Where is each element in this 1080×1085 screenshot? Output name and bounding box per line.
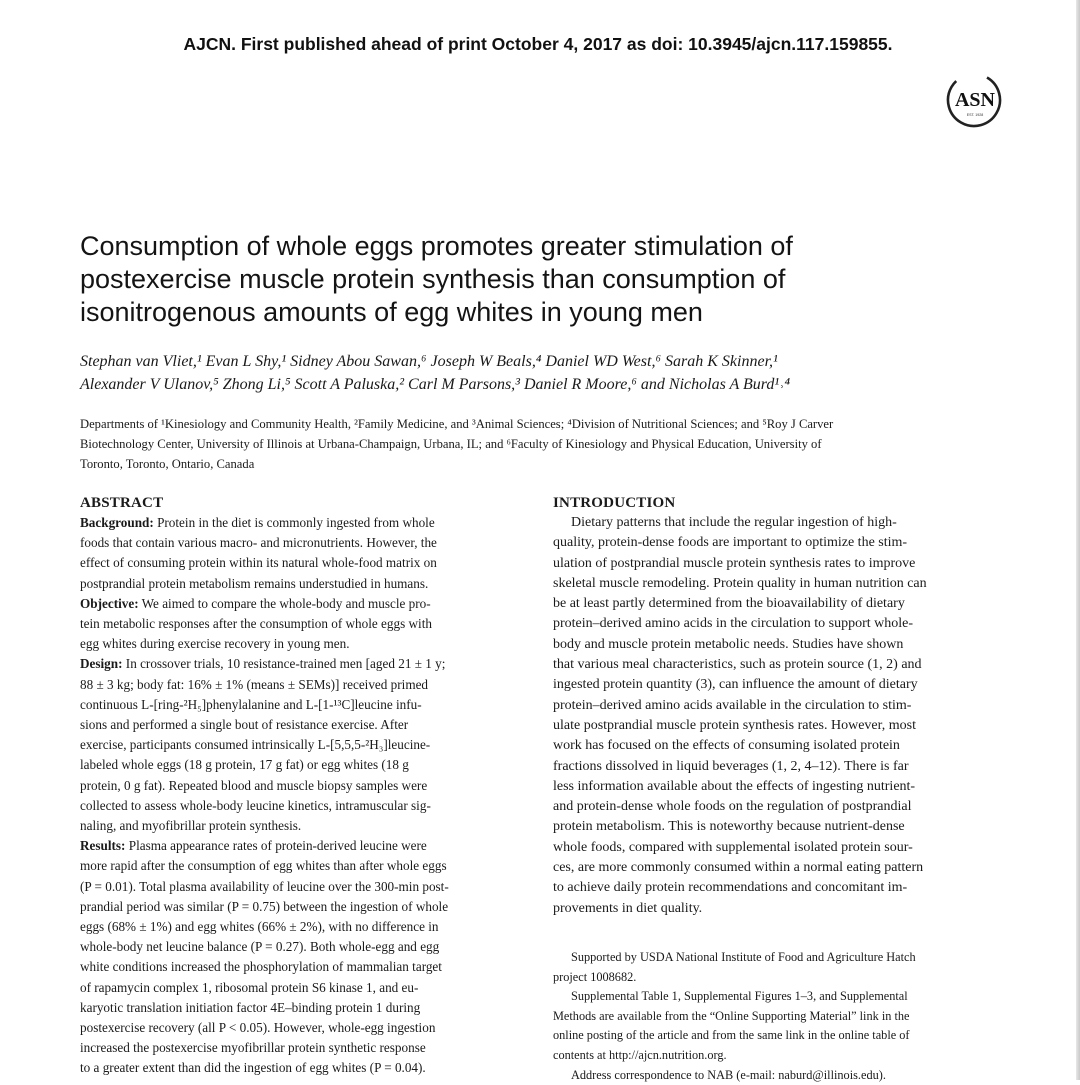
asn-logo-icon xyxy=(944,70,1004,130)
title-line: isonitrogenous amounts of egg whites in young men xyxy=(80,297,703,327)
abstract-line xyxy=(80,553,526,573)
title-line: Consumption of whole eggs promotes greater stimulation of xyxy=(80,231,793,261)
abstract-line-text: postexercise recovery (all P < 0.05). However, whole-egg ingestion xyxy=(80,1020,436,1036)
introduction-line: protein metabolism. This is noteworthy because nutrient-dense xyxy=(553,819,905,835)
introduction-line: skeletal muscle remodeling. Protein quality in human nutrition can xyxy=(553,575,927,591)
introduction-line: protein–derived amino acids available in the circulation to stim- xyxy=(553,697,912,713)
abstract-line xyxy=(80,877,526,897)
article-title xyxy=(80,230,1040,329)
abstract-line xyxy=(80,937,526,957)
introduction-line: less information available about the effects of ingesting nutrient- xyxy=(553,778,916,794)
abstract-line xyxy=(80,998,526,1018)
abstract-section-label: Design: xyxy=(80,656,123,672)
introduction-line: protein–derived amino acids in the circulation to support whole- xyxy=(553,616,914,632)
abstract-section-label: Objective: xyxy=(80,595,139,611)
author-line: Alexander V Ulanov,⁵ Zhong Li,⁵ Scott A Paluska,² Carl M Parsons,³ Daniel R Moore,⁶ and Nicholas A Burd¹˒⁴ xyxy=(80,376,791,393)
abstract-line xyxy=(80,1018,526,1038)
abstract-line-text: exercise, participants consumed intrinsically L-[5,5,5-²H₃]leucine- xyxy=(80,737,431,753)
abstract-line-text: increased the postexercise myofibrillar protein synthetic response xyxy=(80,1040,426,1056)
abstract-line xyxy=(80,594,526,614)
abstract-line xyxy=(80,836,526,856)
publication-banner: AJCN. First published ahead of print October 4, 2017 as doi: 10.3945/ajcn.117.159855. xyxy=(183,34,893,54)
introduction-line: fractions dissolved in liquid beverages (1, 2, 4–12). There is far xyxy=(553,758,909,774)
affiliation-line: Departments of ¹Kinesiology and Community Health, ²Family Medicine, and ³Animal Sciences; ⁴Division of Nutritional Sciences; and ⁵Roy J Carver xyxy=(80,417,834,431)
abstract-line xyxy=(80,957,526,977)
abstract-line xyxy=(80,695,526,715)
abstract-line-text: Protein in the diet is commonly ingested from whole xyxy=(153,515,435,530)
abstract-line xyxy=(80,1058,526,1078)
abstract-line xyxy=(80,735,526,755)
abstract-line xyxy=(80,897,526,917)
abstract-line xyxy=(80,816,526,836)
introduction-body xyxy=(553,513,999,919)
abstract-line-text: We aimed to compare the whole-body and muscle pro- xyxy=(138,595,431,611)
page-edge-shadow xyxy=(1076,0,1080,1080)
abstract-line-text: naling, and myofibrillar protein synthesis. xyxy=(80,818,302,834)
abstract-line xyxy=(80,1038,526,1058)
author-line: Stephan van Vliet,¹ Evan L Shy,¹ Sidney Abou Sawan,⁶ Joseph W Beals,⁴ Daniel WD West,⁶ Sarah K Skinner,¹ xyxy=(80,353,778,370)
affiliations xyxy=(80,414,1000,474)
logo-subtext: EST. 1928 xyxy=(966,113,984,117)
introduction-line: and protein-dense whole foods on the regulation of postprandial xyxy=(553,799,912,815)
footnote-line: Supplemental Table 1, Supplemental Figures 1–3, and Supplemental xyxy=(571,989,908,1004)
affiliation-line: Toronto, Toronto, Ontario, Canada xyxy=(80,457,255,471)
abstract-line xyxy=(80,796,526,816)
introduction-line: that various meal characteristics, such as protein source (1, 2) and xyxy=(553,657,922,673)
abstract-line xyxy=(80,917,526,937)
abstract-line-text: Plasma appearance rates of protein-derived leucine were xyxy=(125,838,427,854)
introduction-line: body and muscle protein metabolic needs. Studies have shown xyxy=(553,636,904,652)
abstract-line-text: effect of consuming protein within its natural whole-food matrix on xyxy=(80,555,437,571)
introduction-heading: INTRODUCTION xyxy=(553,495,676,511)
introduction-line: work has focused on the effects of consuming isolated protein xyxy=(553,738,900,754)
introduction-line: be at least partly determined from the bioavailability of dietary xyxy=(553,596,905,612)
abstract-line-text: eggs (68% ± 1%) and egg whites (66% ± 2%), with no difference in xyxy=(80,919,439,935)
abstract-line-text: continuous L-[ring-²H₅]phenylalanine and L-[1-¹³C]leucine infu- xyxy=(80,696,422,712)
abstract-line-text: tein metabolic responses after the consumption of whole eggs with xyxy=(80,616,432,632)
footnote-line: Address correspondence to NAB (e-mail: naburd@illinois.edu). xyxy=(571,1067,886,1082)
abstract-heading: ABSTRACT xyxy=(80,495,164,511)
introduction-line: ulate postprandial muscle protein synthesis rates. However, most xyxy=(553,717,916,733)
abstract-line-text: labeled whole eggs (18 g protein, 17 g fat) or egg whites (18 g xyxy=(80,757,409,773)
abstract-line-text: postprandial protein metabolism remains understudied in humans. xyxy=(80,575,429,591)
abstract-line-text: protein, 0 g fat). Repeated blood and muscle biopsy samples were xyxy=(80,777,428,793)
footnote-line: Supported by USDA National Institute of Food and Agriculture Hatch xyxy=(571,950,916,964)
abstract-line-text: to a greater extent than did the ingestion of egg whites (P = 0.04). xyxy=(80,1060,426,1076)
footnotes xyxy=(553,948,999,1085)
introduction-section xyxy=(553,493,999,919)
abstract-line xyxy=(80,978,526,998)
author-list xyxy=(80,350,1020,396)
abstract-line-text: of rapamycin complex 1, ribosomal protein S6 kinase 1, and eu- xyxy=(80,979,419,995)
footnote-line: project 1008682. xyxy=(553,969,637,984)
abstract-line-text: whole-body net leucine balance (P = 0.27). Both whole-egg and egg xyxy=(80,939,440,955)
abstract-line-text: white conditions increased the phosphorylation of mammalian target xyxy=(80,959,442,975)
abstract-line xyxy=(80,715,526,735)
footnote-line: online posting of the article and from the same link in the online table of xyxy=(553,1028,910,1043)
abstract-line xyxy=(80,755,526,775)
abstract-section xyxy=(80,493,526,1079)
abstract-line-text: more rapid after the consumption of egg whites than after whole eggs xyxy=(80,858,447,874)
introduction-line: ulation of postprandial muscle protein synthesis rates to improve xyxy=(553,555,916,571)
abstract-line-text: collected to assess whole-body leucine kinetics, intramuscular sig- xyxy=(80,797,431,813)
title-line: postexercise muscle protein synthesis than consumption of xyxy=(80,264,786,294)
introduction-line: ingested protein quantity (3), can influence the amount of dietary xyxy=(553,677,918,693)
logo-text: ASN xyxy=(954,89,996,111)
abstract-line-text: (P = 0.01). Total plasma availability of leucine over the 300-min post- xyxy=(80,878,449,894)
abstract-line-text: sions and performed a single bout of resistance exercise. After xyxy=(80,717,409,733)
introduction-line: whole foods, compared with supplemental isolated protein sour- xyxy=(553,839,913,855)
abstract-line xyxy=(80,675,526,695)
abstract-line xyxy=(80,614,526,634)
introduction-line: provements in diet quality. xyxy=(553,900,703,916)
abstract-section-label: Background: xyxy=(80,515,154,530)
introduction-line: ces, are more commonly consumed within a normal eating pattern xyxy=(553,860,924,876)
abstract-line-text: karyotic translation initiation factor 4E–binding protein 1 during xyxy=(80,999,421,1015)
abstract-line xyxy=(80,513,526,533)
abstract-section-label: Results: xyxy=(80,838,126,854)
abstract-line-text: foods that contain various macro- and micronutrients. However, the xyxy=(80,535,437,551)
abstract-line-text: In crossover trials, 10 resistance-trained men [aged 21 ± 1 y; xyxy=(122,656,446,672)
abstract-line xyxy=(80,533,526,553)
footnote-line: Methods are available from the “Online Supporting Material” link in the xyxy=(553,1008,910,1023)
introduction-line: quality, protein-dense foods are important to optimize the stim- xyxy=(553,535,908,551)
abstract-body xyxy=(80,513,526,1079)
footnote-line: contents at http://ajcn.nutrition.org. xyxy=(553,1047,727,1062)
introduction-line: to achieve daily protein recommendations and concomitant im- xyxy=(553,880,908,896)
introduction-line: Dietary patterns that include the regular ingestion of high- xyxy=(571,515,897,530)
abstract-line xyxy=(80,574,526,594)
abstract-line xyxy=(80,776,526,796)
abstract-line-text: prandial period was similar (P = 0.75) between the ingestion of whole xyxy=(80,898,449,914)
abstract-line xyxy=(80,634,526,654)
abstract-line xyxy=(80,654,526,674)
affiliation-line: Biotechnology Center, University of Illinois at Urbana-Champaign, Urbana, IL; and ⁶Faculty of Kinesiology and Physical Education, University of xyxy=(80,437,822,451)
abstract-line xyxy=(80,856,526,876)
abstract-line-text: 88 ± 3 kg; body fat: 16% ± 1% (means ± SEMs)] received primed xyxy=(80,676,429,692)
abstract-line-text: egg whites during exercise recovery in young men. xyxy=(80,636,350,652)
